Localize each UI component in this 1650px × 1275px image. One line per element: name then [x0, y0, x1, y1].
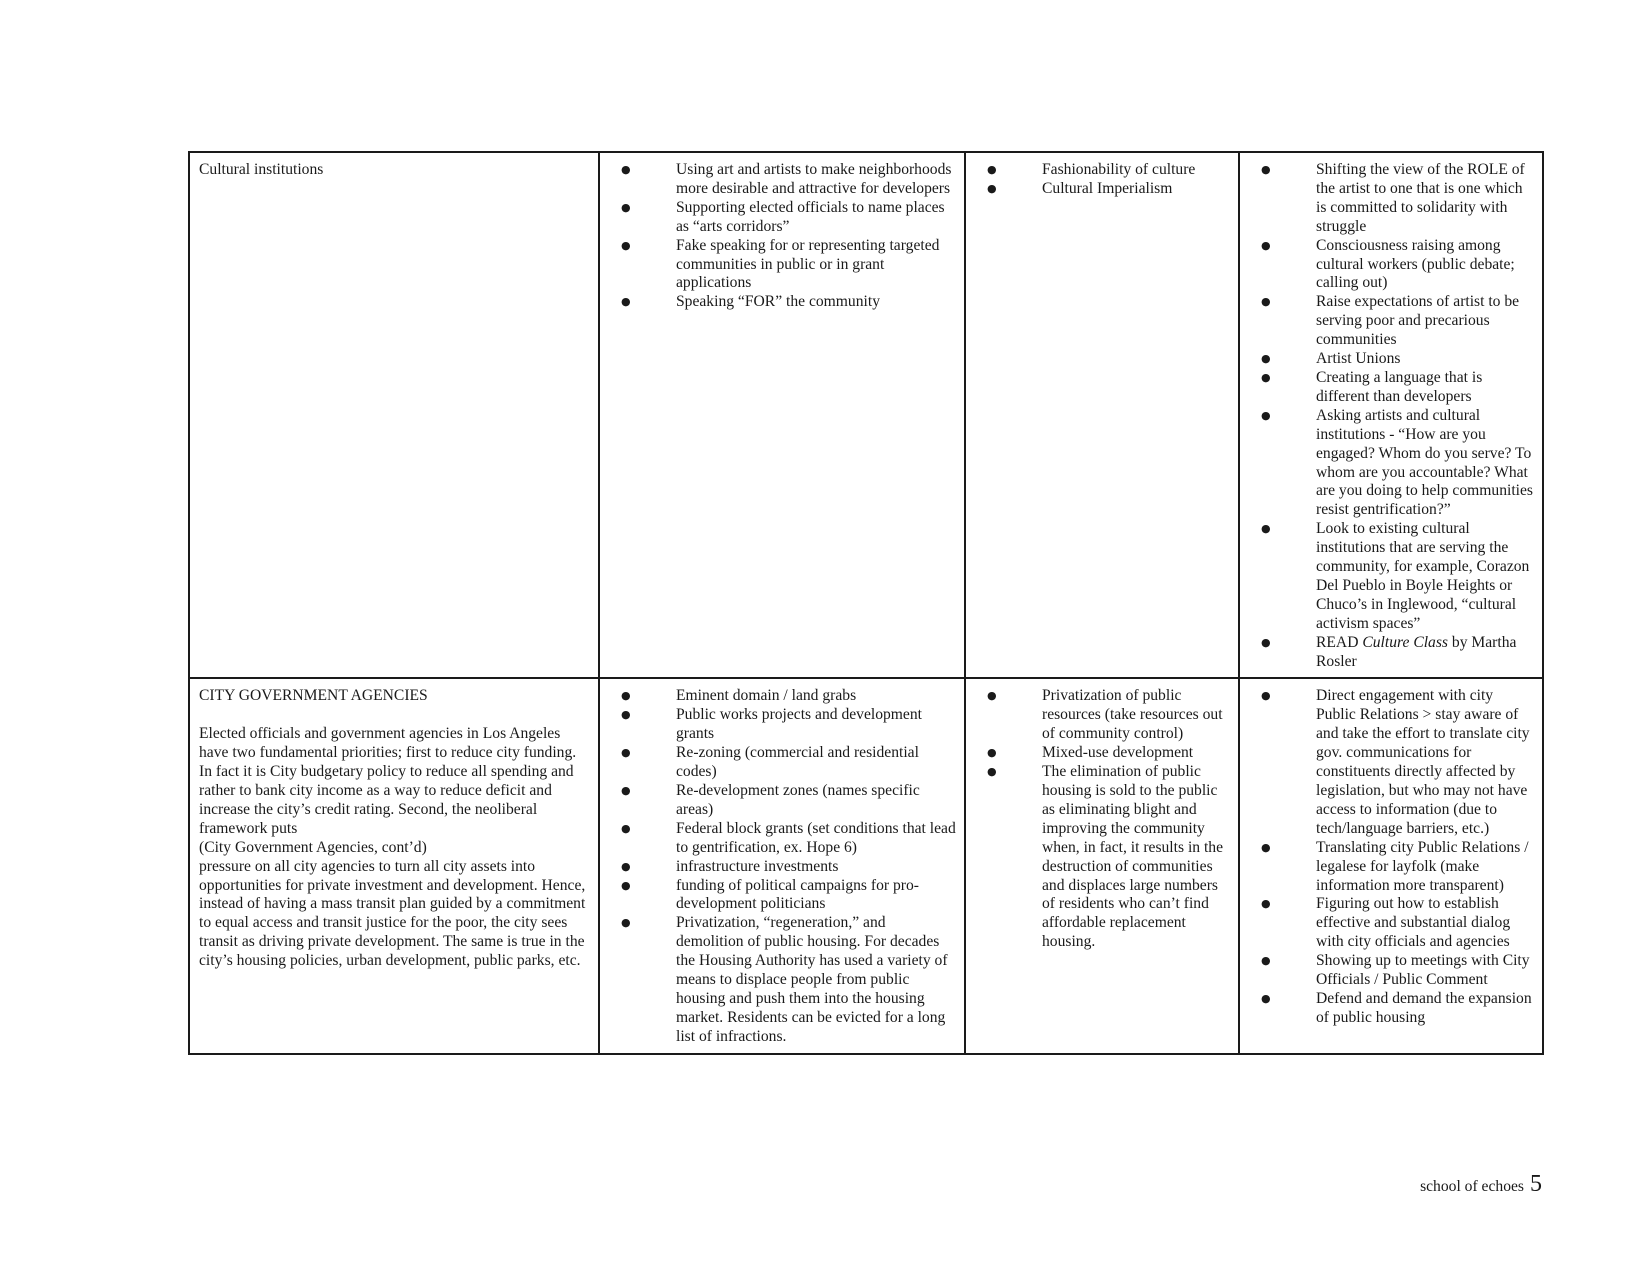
bullet-item: ● Fashionability of culture — [975, 161, 1230, 180]
tactics-list — [609, 687, 956, 1046]
tactics-list — [609, 161, 956, 312]
bullet-item: ● Supporting elected officials to name places as “arts corridors” — [609, 199, 956, 237]
bullet-item: ● Showing up to meetings with City Officials / Public Comment — [1249, 952, 1534, 990]
bullet-item: ● Consciousness raising among cultural workers (public debate; calling out) — [1249, 237, 1534, 294]
row-category: Cultural institutions — [199, 161, 324, 178]
bullet-item: ● READ Culture Class by Martha Rosler — [1249, 634, 1534, 672]
bullet-item: ● Direct engagement with city Public Relations > stay aware of and take the effort to translate city gov. communications for constituents directly affected by legislation, but who may not have access to information (due to tech/language barriers, etc.) — [1249, 687, 1534, 838]
description-paragraph: pressure on all city agencies to turn all city assets into opportunities for private investment and development. Hence, instead of having a mass transit plan guided by a commitment to equal access and transit justice for the poor, the city sees transit as driving private development. The same is true in the city’s housing policies, urban development, public parks, etc. — [199, 857, 586, 970]
effects-list — [975, 687, 1230, 952]
effects-cell — [965, 152, 1239, 678]
spacer — [199, 706, 590, 725]
tactics-cell — [599, 152, 965, 678]
bullet-item: ● Privatization of public resources (take resources out of community control) — [975, 687, 1230, 744]
bullet-item: ● Artist Unions — [1249, 350, 1534, 369]
table-body — [189, 152, 1543, 1054]
effects-cell — [965, 678, 1239, 1053]
description-paragraph: (City Government Agencies, cont’d) — [199, 838, 427, 856]
bullet-item: ● Shifting the view of the ROLE of the artist to one that is one which is committed to solidarity with struggle — [1249, 161, 1534, 237]
row-category: CITY GOVERNMENT AGENCIES — [199, 687, 428, 705]
bullet-item: ● Creating a language that is different than developers — [1249, 369, 1534, 407]
row-description — [199, 725, 590, 971]
bullet-item: ● Translating city Public Relations / legalese for layfolk (make information more transparent) — [1249, 839, 1534, 896]
page-number: 5 — [1530, 1171, 1542, 1197]
footer-text: school of echoes — [1420, 1178, 1524, 1195]
bullet-item: ● Using art and artists to make neighborhoods more desirable and attractive for developers — [609, 161, 956, 199]
bullet-item: ● Mixed-use development — [975, 744, 1230, 763]
page-footer — [1420, 1171, 1542, 1197]
bullet-item: ● Federal block grants (set conditions that lead to gentrification, ex. Hope 6) — [609, 820, 956, 858]
bullet-item: ● Eminent domain / land grabs — [609, 687, 956, 706]
description-paragraph: Elected officials and government agencies in Los Angeles have two fundamental priorities; first to reduce city funding. In fact it is City budgetary policy to reduce all spending and rather to bank city income as a way to reduce deficit and increase the city’s credit rating. Second, the neoliberal framework puts — [199, 725, 577, 837]
book-title: Culture Class — [1362, 633, 1448, 651]
bullet-item: ● Privatization, “regeneration,” and demolition of public housing. For decades the Housing Authority has used a variety of means to displace people from public housing and push them into the housing market. Residents can be evicted for a long list of infractions. — [609, 914, 956, 1046]
bullet-item: ● infrastructure investments — [609, 858, 956, 877]
tactics-cell — [599, 678, 965, 1053]
bullet-item: ● Speaking “FOR” the community — [609, 293, 956, 312]
bullet-item: ● Re-development zones (names specific areas) — [609, 782, 956, 820]
responses-list — [1249, 687, 1534, 1027]
bullet-item: ● Figuring out how to establish effective and substantial dialog with city officials and agencies — [1249, 895, 1534, 952]
bullet-item: ● Look to existing cultural institutions that are serving the community, for example, Corazon Del Pueblo in Boyle Heights or Chuco’s in Inglewood, “cultural activism spaces” — [1249, 520, 1534, 633]
bullet-item: ● Raise expectations of artist to be serving poor and precarious communities — [1249, 293, 1534, 350]
bullet-item: ● Re-zoning (commercial and residential codes) — [609, 744, 956, 782]
bullet-item: ● Cultural Imperialism — [975, 180, 1230, 199]
responses-cell — [1239, 678, 1543, 1053]
category-cell — [189, 678, 599, 1053]
bullet-item: ● Defend and demand the expansion of public housing — [1249, 990, 1534, 1028]
effects-list — [975, 161, 1230, 199]
bullet-item: ● Public works projects and development grants — [609, 706, 956, 744]
bullet-item: ● Asking artists and cultural institutions - “How are you engaged? Whom do you serve? To whom are you accountable? What are you doing to help communities resist gentrification?” — [1249, 407, 1534, 520]
bullet-item: ● The elimination of public housing is sold to the public as eliminating blight and improving the community when, in fact, it results in the destruction of communities and displaces large numbers of residents who can’t find affordable replacement housing. — [975, 763, 1230, 952]
table-row — [189, 678, 1543, 1053]
responses-cell — [1239, 152, 1543, 678]
bullet-item: ● Fake speaking for or representing targeted communities in public or in grant applications — [609, 237, 956, 294]
strategy-table — [188, 151, 1544, 1055]
category-cell — [189, 152, 599, 678]
bullet-item: ● funding of political campaigns for pro-development politicians — [609, 877, 956, 915]
responses-list — [1249, 161, 1534, 671]
table-row — [189, 152, 1543, 678]
